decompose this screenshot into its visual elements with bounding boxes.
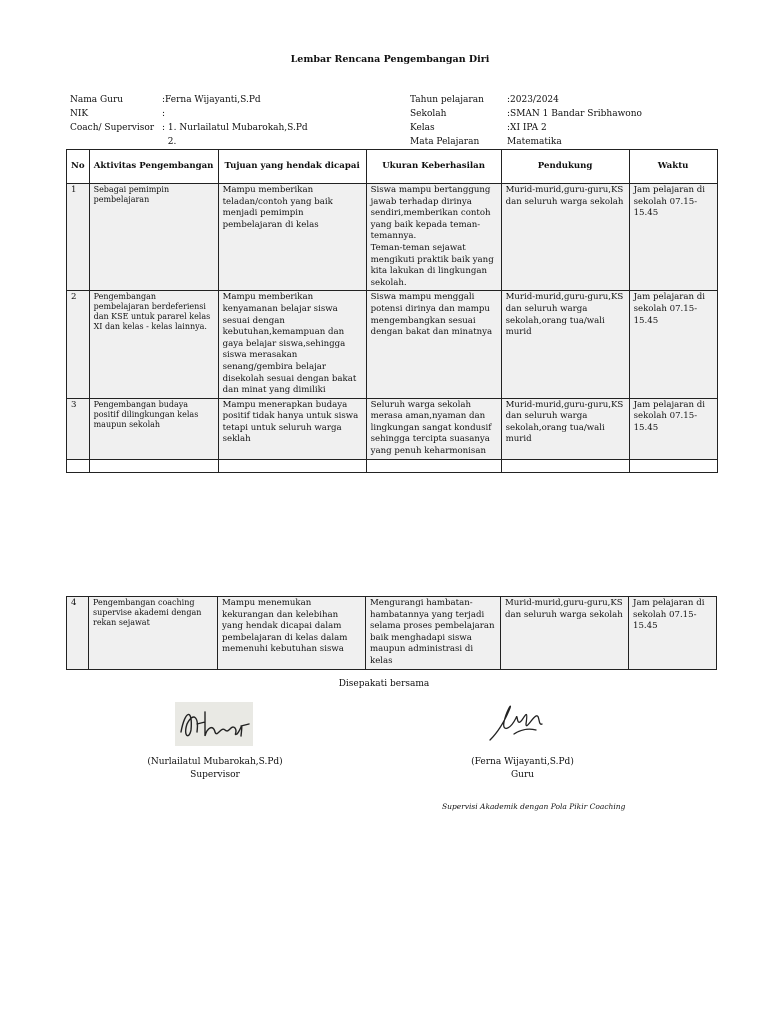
cell-pendukung: Murid-murid,guru-guru,KS dan seluruh warga sekolah,orang tua/wali murid: [501, 291, 629, 398]
info-value: : 1. Nurlailatul Mubarokah,S.Pd: [162, 123, 308, 133]
cell-ukuran: Seluruh warga sekolah merasa aman,nyaman dan lingkungan sangat kondusif sehingga tercipta suasanya yang penuh keharmonisan: [366, 398, 501, 459]
empty-cell: [629, 459, 717, 472]
info-value: :2023/2024: [507, 95, 559, 105]
table-row: [67, 184, 718, 291]
cell-waktu: Jam pelajaran di sekolah 07.15-15.45: [629, 398, 717, 459]
info-row-supervisor-2: [70, 135, 308, 149]
cell-aktivitas: Sebagai pemimpin pembelajaran: [89, 184, 218, 291]
supervisor-name: (Nurlailatul Mubarokah,S.Pd): [147, 757, 283, 767]
cell-pendukung: Murid-murid,guru-guru,KS dan seluruh warga sekolah,orang tua/wali murid: [501, 398, 629, 459]
info-row-tahun: [410, 93, 642, 107]
info-value: :Ferna Wijayanti,S.Pd: [162, 95, 261, 105]
cell-waktu: Jam pelajaran di sekolah 07.15-15.45: [629, 184, 717, 291]
cell-tujuan: Mampu menemukan kekurangan dan kelebihan yang hendak dicapai dalam pembelajaran di kelas dalam memenuhi kebutuhan siswa: [218, 597, 366, 670]
teacher-signature: [486, 700, 548, 748]
empty-cell: [218, 459, 366, 472]
school-info: [410, 93, 642, 149]
teacher-signature-block: [450, 756, 595, 782]
info-value: :XI IPA 2: [507, 123, 547, 133]
empty-cell: [89, 459, 218, 472]
info-label: Sekolah: [410, 109, 447, 119]
info-label: Mata Pelajaran: [410, 137, 480, 147]
cell-tujuan: Mampu memberikan kenyamanan belajar siswa sesuai dengan kebutuhan,kemampuan dan gaya belajar siswa,sehingga siswa merasakan senang/gembira belajar disekolah sesuai dengan bakat dan minat yang dimiliki: [218, 291, 366, 398]
supervisor-signature-block: [140, 756, 290, 782]
header-waktu: Waktu: [629, 150, 717, 184]
agreement-text: Disepakati bersama: [338, 679, 430, 689]
footer-note: Supervisi Akademik dengan Pola Pikir Coaching: [442, 802, 626, 811]
info-row-supervisor: [70, 121, 308, 135]
empty-table-row: [67, 459, 718, 472]
info-row-sekolah: [410, 107, 642, 121]
info-value: :: [162, 109, 166, 119]
cell-ukuran: Mengurangi hambatan-hambatannya yang terjadi selama proses pembelajaran baik menghadapi siswa maupun administrasi di kelas: [366, 597, 501, 670]
table-row: [67, 597, 717, 670]
empty-cell: [366, 459, 501, 472]
info-label: Kelas: [410, 123, 435, 133]
header-tujuan: Tujuan yang hendak dicapai: [218, 150, 366, 184]
cell-waktu: Jam pelajaran di sekolah 07.15-15.45: [629, 291, 717, 398]
info-row-nik: [70, 107, 308, 121]
info-label: [70, 135, 162, 149]
development-plan-table: [66, 149, 718, 473]
info-value: Matematika: [507, 137, 562, 147]
info-value: 2.: [162, 137, 177, 147]
table-row: [67, 398, 718, 459]
cell-ukuran: Siswa mampu bertanggung jawab terhadap dirinya sendiri,memberikan contoh yang baik kepada teman-temannya. Teman-teman sejawat mengikuti praktik baik yang kita lakukan di lingkungan sekolah.: [366, 184, 501, 291]
cell-aktivitas: Pengembangan pembelajaran berdeferiensi dan KSE untuk pararel kelas XI dan kelas - kelas lainnya.: [89, 291, 218, 398]
cell-ukuran: Siswa mampu menggali potensi dirinya dan mampu mengembangkan sesuai dengan bakat dan minatnya: [366, 291, 501, 398]
info-label: NIK: [70, 109, 89, 119]
cell-tujuan: Mampu menerapkan budaya positif tidak hanya untuk siswa tetapi untuk seluruh warga seklah: [218, 398, 366, 459]
info-row-mapel: [410, 135, 642, 149]
cell-no: 2: [67, 291, 90, 398]
cell-waktu: Jam pelajaran di sekolah 07.15-15.45: [629, 597, 717, 670]
document-title: Lembar Rencana Pengembangan Diri: [290, 54, 490, 65]
table-header-row: [67, 150, 718, 184]
header-aktivitas: Aktivitas Pengembangan: [89, 150, 218, 184]
info-row-nama-guru: [70, 93, 308, 107]
header-no: No: [67, 150, 90, 184]
cell-no: 4: [67, 597, 89, 670]
cell-no: 1: [67, 184, 90, 291]
info-label: Tahun pelajaran: [410, 95, 484, 105]
info-label: Coach/ Supervisor: [70, 123, 155, 133]
empty-cell: [501, 459, 629, 472]
teacher-info: [70, 93, 308, 149]
cell-tujuan: Mampu memberikan teladan/contoh yang baik menjadi pemimpin pembelajaran di kelas: [218, 184, 366, 291]
header-pendukung: Pendukung: [501, 150, 629, 184]
teacher-role: Guru: [510, 770, 535, 780]
cell-aktivitas: Pengembangan budaya positif dilingkungan kelas maupun sekolah: [89, 398, 218, 459]
header-ukuran: Ukuran Keberhasilan: [366, 150, 501, 184]
empty-cell: [67, 459, 90, 472]
info-row-kelas: [410, 121, 642, 135]
cell-pendukung: Murid-murid,guru-guru,KS dan seluruh warga sekolah: [501, 597, 629, 670]
table-row: [67, 291, 718, 398]
cell-pendukung: Murid-murid,guru-guru,KS dan seluruh warga sekolah: [501, 184, 629, 291]
info-value: :SMAN 1 Bandar Sribhawono: [507, 109, 642, 119]
cell-no: 3: [67, 398, 90, 459]
development-plan-table-continued: [66, 596, 717, 670]
supervisor-role: Supervisor: [190, 770, 240, 780]
info-label: Nama Guru: [70, 95, 124, 105]
cell-aktivitas: Pengembangan coaching supervise akademi dengan rekan sejawat: [89, 597, 218, 670]
teacher-name: (Ferna Wijayanti,S.Pd): [471, 757, 574, 767]
supervisor-signature: [175, 702, 253, 746]
